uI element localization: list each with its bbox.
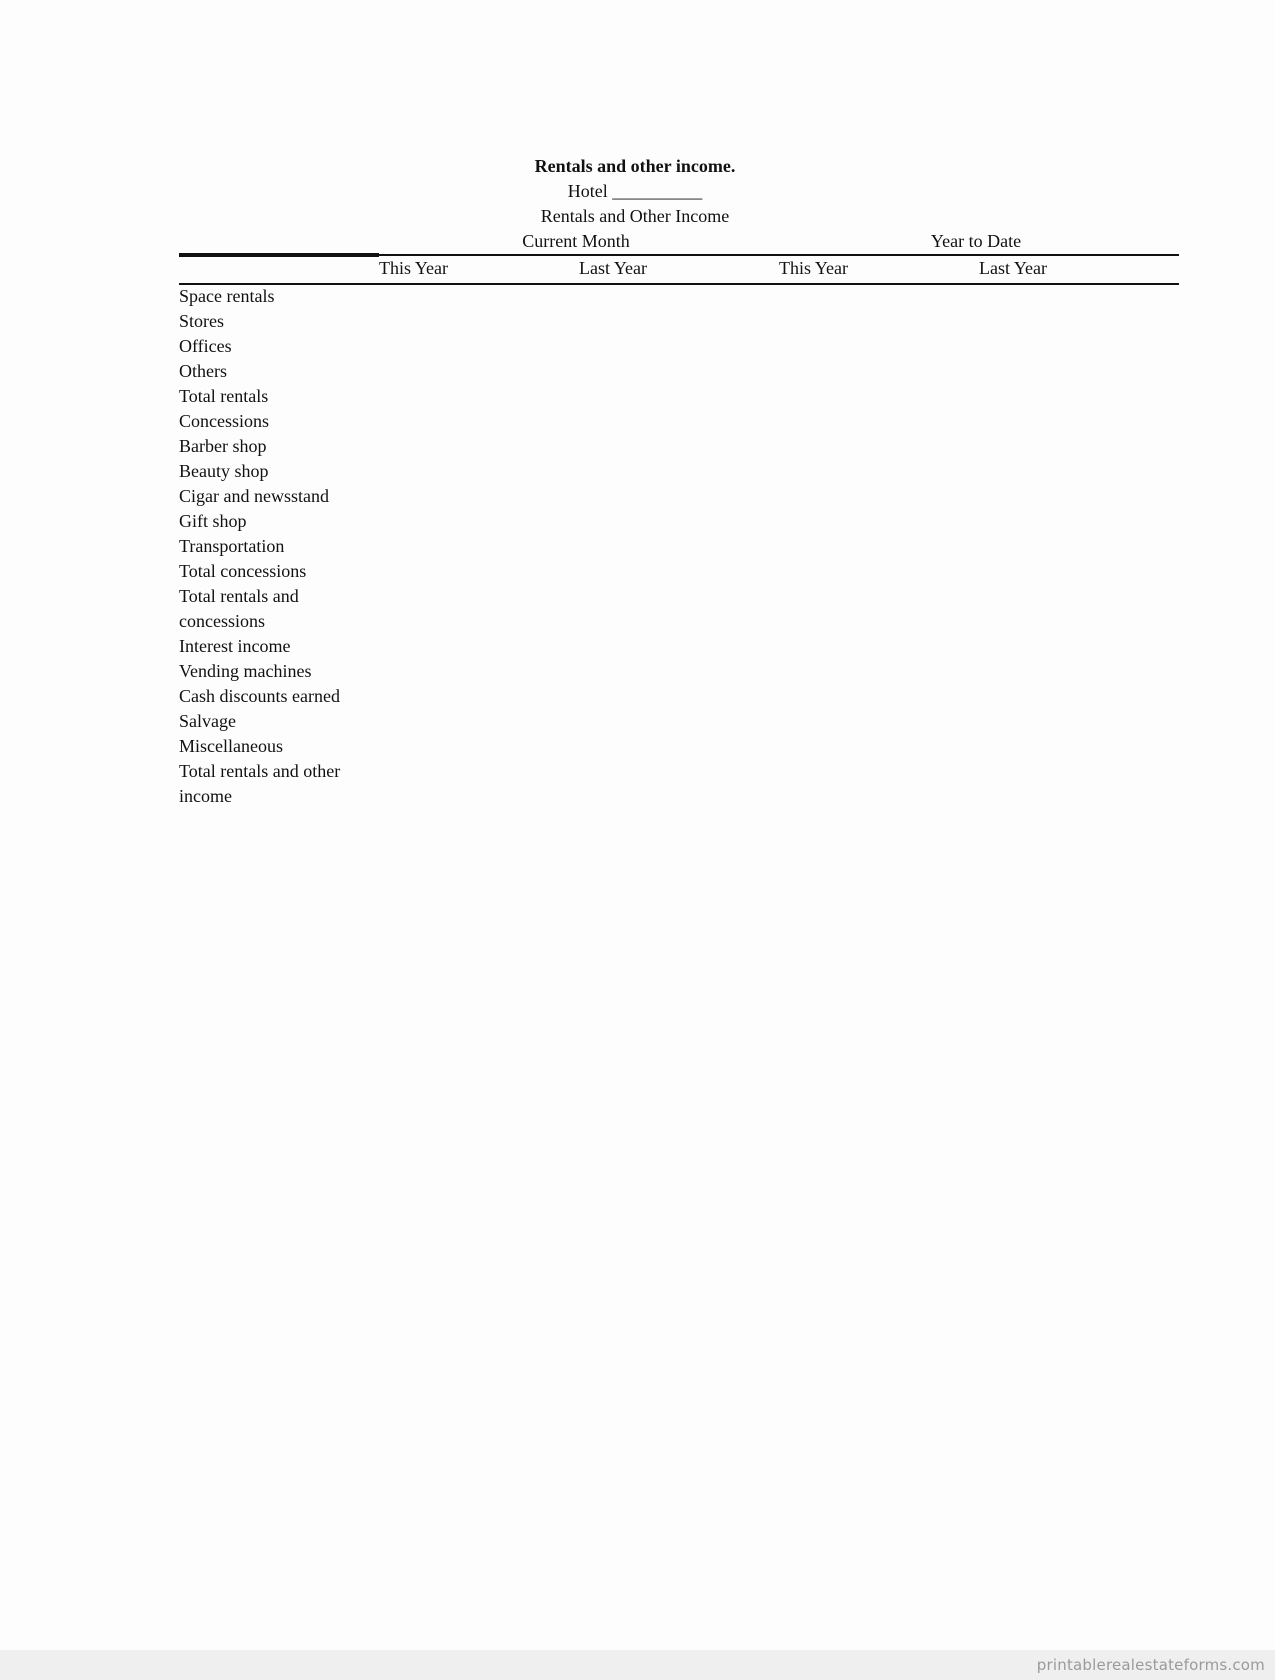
row-label-list: [179, 284, 379, 809]
row-label: Total concessions: [179, 561, 307, 581]
row-label: Total rentals and concessions: [179, 586, 299, 631]
header-rule-top: [379, 254, 1179, 256]
group-header-year-to-date: Year to Date: [930, 231, 1022, 251]
document-subtitle: Rentals and Other Income: [540, 206, 730, 226]
row-label: Vending machines: [179, 661, 312, 681]
row-label: Cigar and newsstand: [179, 486, 329, 506]
row-label: Others: [179, 361, 227, 381]
document-heading: Rentals and other income.: [534, 156, 736, 176]
row-label: Gift shop: [179, 511, 247, 531]
row-label: Total rentals: [179, 386, 269, 406]
column-header-current-this-year: This Year: [379, 258, 449, 278]
row-label: Barber shop: [179, 436, 267, 456]
row-label: Transportation: [179, 536, 285, 556]
row-label: Total rentals and other income: [179, 761, 341, 806]
row-label: Cash discounts earned: [179, 686, 340, 706]
hotel-line: Hotel __________: [567, 181, 703, 201]
column-header-current-last-year: Last Year: [579, 258, 647, 278]
row-label: Interest income: [179, 636, 291, 656]
row-label: Salvage: [179, 711, 236, 731]
row-label: Beauty shop: [179, 461, 269, 481]
row-label: Concessions: [179, 411, 269, 431]
group-header-current-month: Current Month: [522, 231, 630, 251]
column-header-ytd-last-year: Last Year: [979, 258, 1047, 278]
column-header-ytd-this-year: This Year: [779, 258, 849, 278]
row-label: Miscellaneous: [179, 736, 283, 756]
footer-bar: [0, 1650, 1275, 1680]
row-label: Space rentals: [179, 286, 275, 306]
footer-watermark: printablerealestateforms.com: [1036, 1656, 1265, 1674]
row-label: Offices: [179, 336, 232, 356]
row-label: Stores: [179, 311, 224, 331]
header-rule-thick: [179, 253, 379, 257]
